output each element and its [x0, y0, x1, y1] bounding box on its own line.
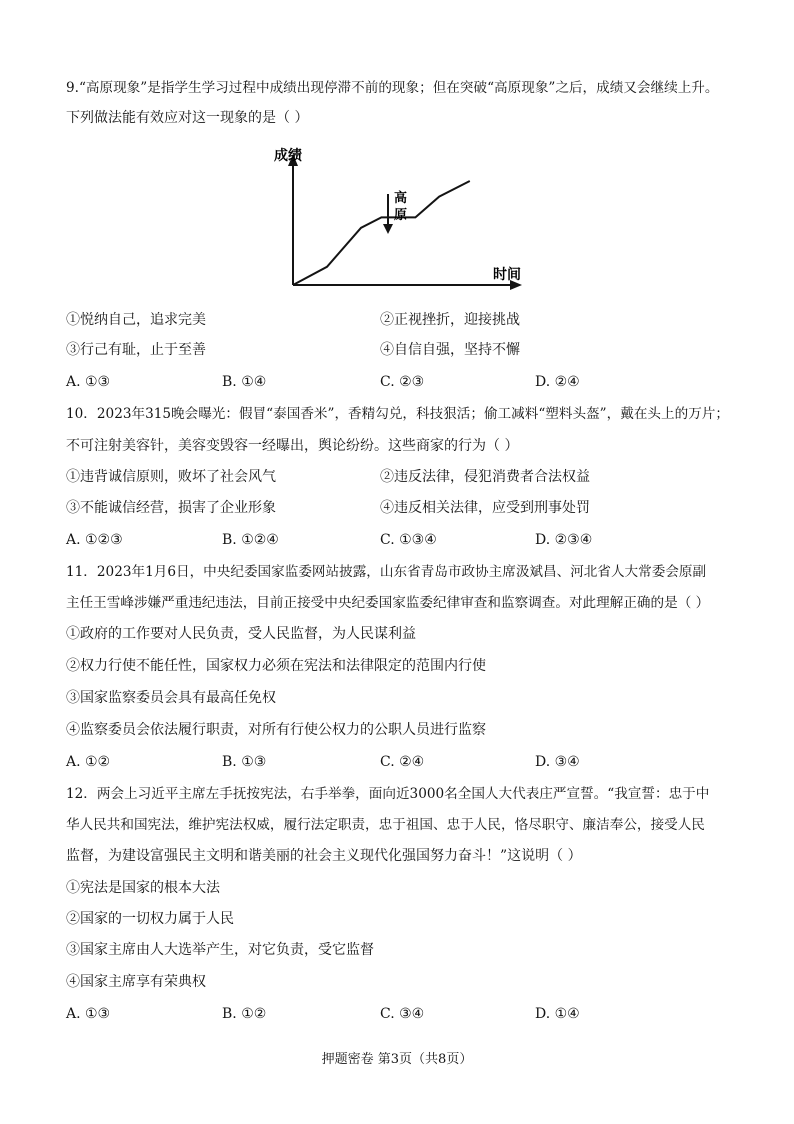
q12-statement-3: ③国家主席由人大选举产生，对它负责，受它监督 [66, 942, 374, 958]
q9-option-b: B. ①④ [222, 374, 267, 390]
q11-statement-4: ④监察委员会依法履行职责，对所有行使公权力的公职人员进行监察 [66, 722, 486, 738]
q11-statement-2: ②权力行使不能任性，国家权力必须在宪法和法律限定的范围内行使 [66, 658, 486, 674]
q9-statement-1: ①悦纳自己，追求完美 [66, 312, 206, 328]
q10-option-c: C. ①③④ [380, 532, 437, 548]
q10-statement-3: ③不能诚信经营，损害了企业形象 [66, 500, 276, 516]
q11-option-c: C. ②④ [380, 754, 425, 770]
q9-statement-4: ④自信自强，坚持不懈 [380, 342, 520, 358]
y-axis-label: 成绩 [274, 148, 302, 164]
q10-statement-1: ①违背诚信原则，败坏了社会风气 [66, 469, 276, 485]
q9-option-c: C. ②③ [380, 374, 425, 390]
q11-statement-1: ①政府的工作要对人民负责，受人民监督，为人民谋利益 [66, 626, 416, 642]
series-line [293, 181, 470, 285]
q12-statement-1: ①宪法是国家的根本大法 [66, 880, 220, 896]
q12-option-b: B. ①② [222, 1006, 267, 1022]
q12-stem-line1: 12．两会上习近平主席左手抚按宪法，右手举拳，面向近3000名全国人大代表庄严宣誓。“我宣誓：忠于中 [66, 786, 710, 802]
q10-option-a: A. ①②③ [66, 532, 123, 548]
q10-statement-4: ④违反相关法律，应受到刑事处罚 [380, 500, 590, 516]
q11-option-b: B. ①③ [222, 754, 267, 770]
q12-option-c: C. ③④ [380, 1006, 425, 1022]
q9-option-a: A. ①③ [66, 374, 111, 390]
x-axis-label: 时间 [493, 267, 521, 283]
q11-statement-3: ③国家监察委员会具有最高任免权 [66, 690, 276, 706]
q12-statement-2: ②国家的一切权力属于人民 [66, 911, 234, 927]
q11-stem-line2: 主任王雪峰涉嫌严重违纪违法，目前正接受中央纪委国家监委纪律审查和监察调查。对此理解正确的是（ ） [66, 595, 710, 611]
q9-statement-2: ②正视挫折，迎接挑战 [380, 312, 520, 328]
q10-option-b: B. ①②④ [222, 532, 279, 548]
q9-line-chart [274, 142, 530, 297]
plateau-arrow-head [383, 224, 393, 234]
q9-stem-line1: 9.“高原现象”是指学生学习过程中成绩出现停滞不前的现象；但在突破“高原现象”之后，成绩又会继续上升。 [66, 80, 719, 96]
q10-stem-line2: 不可注射美容针，美容变毁容一经曝出，舆论纷纷。这些商家的行为（ ） [66, 438, 519, 454]
page-footer: 押题密卷 第3页（共8页） [321, 1052, 473, 1067]
q12-option-d: D. ①④ [535, 1006, 580, 1022]
q11-option-a: A. ①② [66, 754, 111, 770]
q9-statement-3: ③行己有耻，止于至善 [66, 342, 206, 358]
q12-stem-line2: 华人民共和国宪法，维护宪法权威，履行法定职责，忠于祖国、忠于人民，恪尽职守、廉洁奉公，接受人民 [66, 817, 705, 833]
q11-stem-line1: 11．2023年1月6日，中央纪委国家监委网站披露，山东省青岛市政协主席汲斌昌、河北省人大常委会原副 [66, 564, 707, 580]
q9-stem-line2: 下列做法能有效应对这一现象的是（ ） [66, 110, 309, 126]
q12-option-a: A. ①③ [66, 1006, 111, 1022]
q10-stem-line1: 10．2023年315晚会曝光：假冒“泰国香米”，香精勾兑，科技狠活；偷工减料“塑料头盔”，戴在头上的万片； [66, 406, 729, 422]
q10-statement-2: ②违反法律，侵犯消费者合法权益 [380, 469, 590, 485]
q10-option-d: D. ②③④ [535, 532, 593, 548]
q9-option-d: D. ②④ [535, 374, 580, 390]
annotation-char-1: 高 [394, 191, 408, 206]
q12-stem-line3: 监督，为建设富强民主文明和谐美丽的社会主义现代化强国努力奋斗！”这说明（ ） [66, 848, 582, 864]
q12-statement-4: ④国家主席享有荣典权 [66, 974, 206, 990]
q11-option-d: D. ③④ [535, 754, 580, 770]
annotation-char-2: 原 [394, 208, 408, 223]
